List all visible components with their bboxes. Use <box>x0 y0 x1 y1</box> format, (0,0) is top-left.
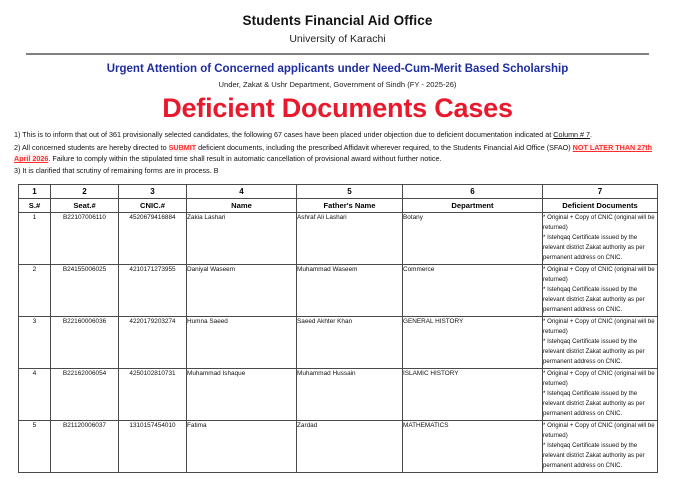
organization-title: Students Financial Aid Office <box>242 13 433 28</box>
cell-cnic: 1310157454010 <box>119 421 187 473</box>
cell-name: Fatima <box>187 421 297 473</box>
cell-deficient-documents <box>543 265 658 317</box>
cell-deficient-documents <box>543 317 658 369</box>
cell-seat-number: B22162006054 <box>51 369 119 421</box>
cell-father-name: Muhammad Waseem <box>297 265 403 317</box>
submit-emphasis: SUBMIT <box>168 142 197 152</box>
table-head <box>19 185 658 213</box>
cell-serial: 1 <box>19 213 51 265</box>
cell-name: Humna Saeed <box>187 317 297 369</box>
table-row <box>19 317 658 369</box>
cell-deficient-documents <box>543 369 658 421</box>
cell-cnic: 4250102810731 <box>119 369 187 421</box>
notice-title: Urgent Attention of Concerned applicants under Need-Cum-Merit Based Scholarship <box>106 62 569 75</box>
cell-deficient-documents <box>543 213 658 265</box>
cell-serial: 3 <box>19 317 51 369</box>
cell-father-name: Saeed Akhter Khan <box>297 317 403 369</box>
page-title: Deficient Documents Cases <box>162 92 513 123</box>
note-3: 3) It is clarified that scrutiny of remaining forms are in process. B <box>14 166 219 176</box>
table-body <box>19 213 658 473</box>
table-row <box>19 265 658 317</box>
cell-father-name: Muhammad Hussain <box>297 369 403 421</box>
cell-father-name: Zardad <box>297 421 403 473</box>
deficient-document-line: * Istehqaq Certificate issued by the relevant district Zakat authority as per permanent address on CNIC. <box>543 337 645 365</box>
note-1-tail: . <box>590 130 593 140</box>
cell-serial: 4 <box>19 369 51 421</box>
column-header-department: Department <box>403 199 543 213</box>
note-2 <box>14 142 661 165</box>
note-1 <box>14 129 661 141</box>
note-2-tail: . Failure to comply within the stipulated time shall result in automatic cancellation of provisional award without further notice. <box>48 154 442 164</box>
cell-seat-number: B21120006037 <box>51 421 119 473</box>
deadline-emphasis: NOT LATER THAN 27th April 2026 <box>14 142 652 164</box>
header-divider <box>26 53 649 55</box>
cell-name: Zakia Lashari <box>187 213 297 265</box>
cell-cnic: 4220179203274 <box>119 317 187 369</box>
column-header-father-name: Father's Name <box>297 199 403 213</box>
cell-seat-number: B22107006110 <box>51 213 119 265</box>
deficient-document-line: * Istehqaq Certificate issued by the relevant district Zakat authority as per permanent address on CNIC. <box>543 441 645 469</box>
organization-subtitle: University of Karachi <box>289 33 386 46</box>
deficient-document-line: * Original + Copy of CNIC (original will be returned) <box>543 422 655 439</box>
column-number-7: 7 <box>543 185 658 199</box>
cases-table <box>18 184 658 473</box>
cell-department: GENERAL HISTORY <box>403 317 543 369</box>
column-number-2: 2 <box>51 185 119 199</box>
note-2-lead: 2) All concerned students are hereby directed to <box>14 142 169 152</box>
table-row <box>19 369 658 421</box>
cell-name: Muhammad Ishaque <box>187 369 297 421</box>
cell-department: ISLAMIC HISTORY <box>403 369 543 421</box>
column-number-1: 1 <box>19 185 51 199</box>
cell-department: MATHEMATICS <box>403 421 543 473</box>
cases-table-wrapper <box>18 184 657 473</box>
column-header-serial: S.# <box>19 199 51 213</box>
column-number-3: 3 <box>119 185 187 199</box>
column-number-row <box>19 185 658 199</box>
cell-cnic: 4210171273955 <box>119 265 187 317</box>
note-1-text: 1) This is to inform that out of 361 provisionally selected candidates, the following 67 cases have been placed under objection due to deficient documentation indicated at <box>14 130 554 140</box>
cell-serial: 2 <box>19 265 51 317</box>
notes-section <box>14 129 661 177</box>
column-number-5: 5 <box>297 185 403 199</box>
column-header-seat: Seat.# <box>51 199 119 213</box>
table-row <box>19 421 658 473</box>
column-header-row <box>19 199 658 213</box>
cell-cnic: 4520679416884 <box>119 213 187 265</box>
cell-deficient-documents <box>543 421 658 473</box>
cell-department: Botany <box>403 213 543 265</box>
column-header-name: Name <box>187 199 297 213</box>
cell-seat-number: B24155006025 <box>51 265 119 317</box>
deficient-document-line: * Original + Copy of CNIC (original will be returned) <box>543 214 655 231</box>
deficient-document-line: * Original + Copy of CNIC (original will be returned) <box>543 370 655 387</box>
column-number-4: 4 <box>187 185 297 199</box>
cell-father-name: Ashraf Ali Lashari <box>297 213 403 265</box>
cell-department: Commerce <box>403 265 543 317</box>
deficient-document-line: * Istehqaq Certificate issued by the relevant district Zakat authority as per permanent address on CNIC. <box>543 233 645 261</box>
cell-serial: 5 <box>19 421 51 473</box>
note-2-middle: deficient documents, including the prescribed Affidavit wherever required, to the Students Financial Aid Office (SFAO) <box>196 142 573 152</box>
notice-subtitle: Under, Zakat & Ushr Department, Government of Sindh (FY - 2025-26) <box>218 79 457 89</box>
cell-seat-number: B22160006036 <box>51 317 119 369</box>
column-header-deficient-documents: Deficient Documents <box>543 199 658 213</box>
cell-name: Daniyal Waseem <box>187 265 297 317</box>
deficient-document-line: * Original + Copy of CNIC (original will be returned) <box>543 318 655 335</box>
deficient-document-line: * Istehqaq Certificate issued by the relevant district Zakat authority as per permanent address on CNIC. <box>543 389 645 417</box>
table-row <box>19 213 658 265</box>
deficient-document-line: * Original + Copy of CNIC (original will be returned) <box>543 266 655 283</box>
document-header <box>0 0 675 123</box>
column-header-cnic: CNIC.# <box>119 199 187 213</box>
deficient-document-line: * Istehqaq Certificate issued by the relevant district Zakat authority as per permanent address on CNIC. <box>543 285 645 313</box>
column-number-6: 6 <box>403 185 543 199</box>
note-1-column-ref: Column # 7 <box>553 130 591 140</box>
